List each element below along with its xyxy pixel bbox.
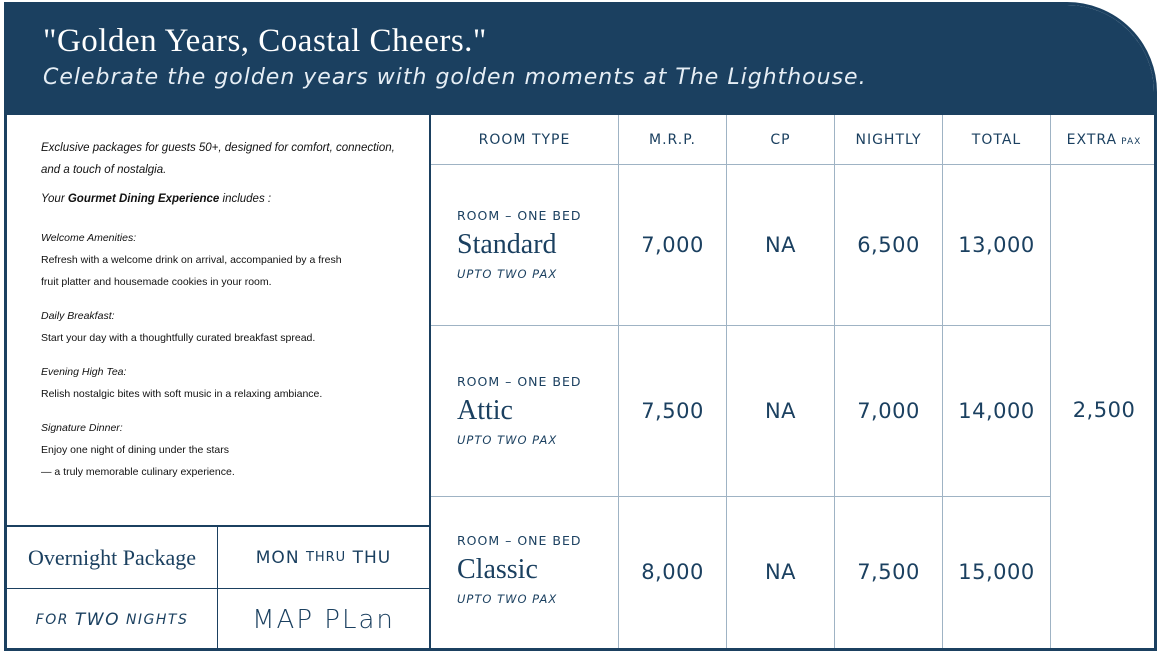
page-subtitle: Celebrate the golden years with golden moments at The Lighthouse.: [43, 65, 867, 90]
room-standard: [457, 208, 582, 281]
nights-suffix: NIGHTS: [125, 612, 189, 628]
amenity-text: Refresh with a welcome drink on arrival, accompanied by a fresh: [41, 254, 342, 266]
intro-text: Exclusive packages for guests 50+, designed for comfort, connection, and a touch of nostalgia.: [41, 142, 395, 176]
days-thru: THRU: [305, 550, 347, 565]
header-extra-pax: [1051, 115, 1157, 165]
gourmet-prefix: Your: [41, 193, 68, 205]
room-classic: [457, 533, 582, 606]
header-pax: PAX: [1121, 136, 1142, 147]
cell-cp: NA: [764, 399, 797, 423]
cell-mrp: 7,000: [641, 233, 704, 257]
amenity-text: fruit platter and housemade cookies in your room.: [41, 276, 272, 288]
package-description: [7, 115, 429, 527]
meal-plan: MAP PLan: [252, 605, 395, 635]
room-pax: UPTO TWO PAX: [457, 592, 558, 606]
amenity-text: Start your day with a thoughtfully curated breakfast spread.: [41, 332, 316, 344]
cell-extra-pax: 2,500: [1072, 398, 1136, 422]
cell-mrp: 8,000: [641, 560, 704, 584]
gourmet-suffix: includes :: [219, 193, 272, 205]
gourmet-line: [41, 193, 271, 205]
amenity-heading: Welcome Amenities:: [41, 232, 137, 244]
gourmet-bold: Gourmet Dining Experience: [67, 193, 220, 205]
cell-total: 13,000: [958, 233, 1035, 257]
amenity-welcome: [41, 227, 342, 293]
cell-mrp: 7,500: [641, 399, 704, 423]
nights-prefix: FOR: [35, 612, 69, 628]
cell-nightly: 6,500: [857, 233, 920, 257]
amenity-heading: Evening High Tea:: [41, 366, 127, 378]
room-name: Standard: [457, 229, 557, 260]
room-pax: UPTO TWO PAX: [457, 267, 558, 281]
cell-nightly: 7,500: [857, 560, 920, 584]
room-pax: UPTO TWO PAX: [457, 433, 558, 447]
room-label: ROOM – ONE BED: [457, 208, 582, 223]
room-label: ROOM – ONE BED: [457, 533, 582, 548]
header-extra: EXTRA: [1066, 132, 1118, 148]
header-cp: CP: [770, 132, 791, 148]
room-attic: [457, 374, 582, 447]
room-label: ROOM – ONE BED: [457, 374, 582, 389]
page-title: "Golden Years, Coastal Cheers.": [43, 23, 487, 59]
amenity-text: — a truly memorable culinary experience.: [41, 466, 235, 478]
room-name: Attic: [457, 395, 513, 426]
cell-nightly: 7,000: [857, 399, 920, 423]
amenity-breakfast: [41, 305, 315, 349]
cell-total: 14,000: [958, 399, 1035, 423]
package-days: [218, 527, 429, 588]
header-total: TOTAL: [971, 132, 1022, 148]
package-card: [4, 2, 1157, 651]
cell-cp: NA: [764, 560, 797, 584]
header-room-type: ROOM TYPE: [478, 132, 571, 148]
room-name: Classic: [457, 554, 538, 585]
header-nightly: NIGHTLY: [855, 132, 922, 148]
cell-total: 15,000: [958, 560, 1035, 584]
amenity-high-tea: [41, 361, 322, 405]
header-mrp: M.R.P.: [649, 132, 696, 148]
header-banner: [7, 5, 1154, 115]
divider: [429, 115, 431, 651]
amenity-text: Relish nostalgic bites with soft music in a relaxing ambiance.: [41, 388, 323, 400]
amenity-dinner: [41, 417, 235, 483]
amenity-text: Enjoy one night of dining under the stars: [41, 444, 229, 456]
days-start: MON: [255, 547, 300, 568]
package-name: Overnight Package: [28, 544, 196, 570]
days-end: THU: [352, 547, 392, 568]
amenity-heading: Signature Dinner:: [41, 422, 123, 434]
cell-cp: NA: [764, 233, 797, 257]
nights-count: TWO: [74, 610, 120, 630]
package-nights: [7, 589, 217, 651]
amenity-heading: Daily Breakfast:: [41, 310, 115, 322]
